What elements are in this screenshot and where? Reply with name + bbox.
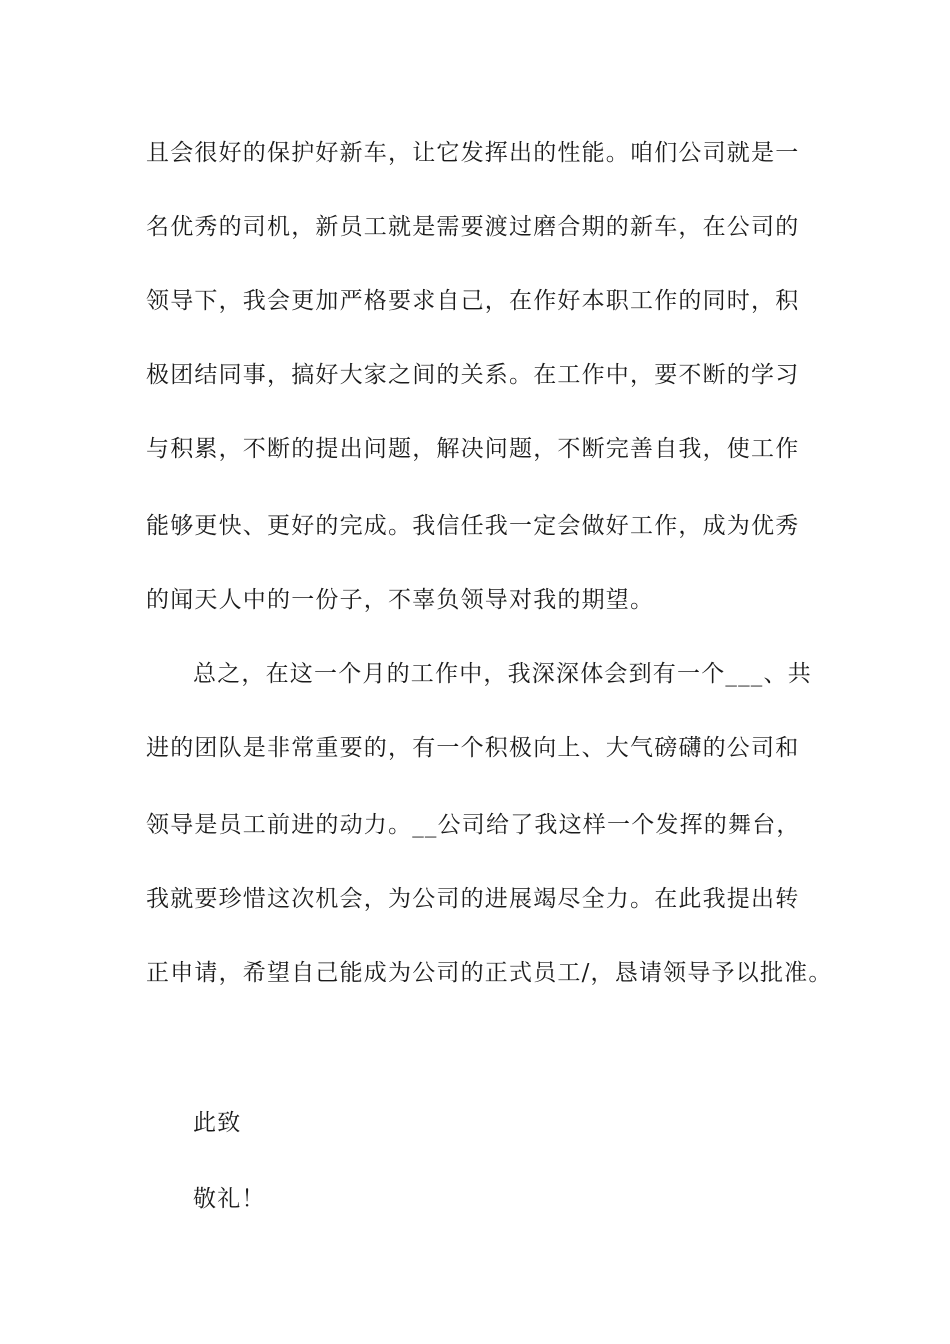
paragraph-2-line-3: 领导是员工前进的动力。__公司给了我这样一个发挥的舞台， [146,812,801,838]
closing-regards: 敬礼！ [193,1186,266,1212]
paragraph-1-line-2: 名优秀的司机，新员工就是需要渡过磨合期的新车，在公司的 [146,214,800,240]
paragraph-1-line-6: 能够更快、更好的完成。我信任我一定会做好工作，成为优秀 [146,513,800,539]
paragraph-1-line-1: 且会很好的保护好新车，让它发挥出的性能。咱们公司就是一 [146,140,800,166]
paragraph-1-line-7: 的闻天人中的一份子，不辜负领导对我的期望。 [146,587,655,613]
closing-salutation: 此致 [193,1110,242,1136]
paragraph-1-line-3: 领导下，我会更加严格要求自己，在作好本职工作的同时，积 [146,288,800,314]
paragraph-2-line-4: 我就要珍惜这次机会，为公司的进展竭尽全力。在此我提出转 [146,886,800,912]
paragraph-1-line-5: 与积累，不断的提出问题，解决问题，不断完善自我，使工作 [146,436,800,462]
paragraph-2-line-5: 正申请，希望自己能成为公司的正式员工/，恳请领导予以批准。 [146,960,833,986]
paragraph-2-line-1: 总之，在这一个月的工作中，我深深体会到有一个___、共 [193,661,812,687]
paragraph-2-line-2: 进的团队是非常重要的，有一个积极向上、大气磅礴的公司和 [146,735,800,761]
paragraph-1-line-4: 极团结同事，搞好大家之间的关系。在工作中，要不断的学习 [146,362,800,388]
